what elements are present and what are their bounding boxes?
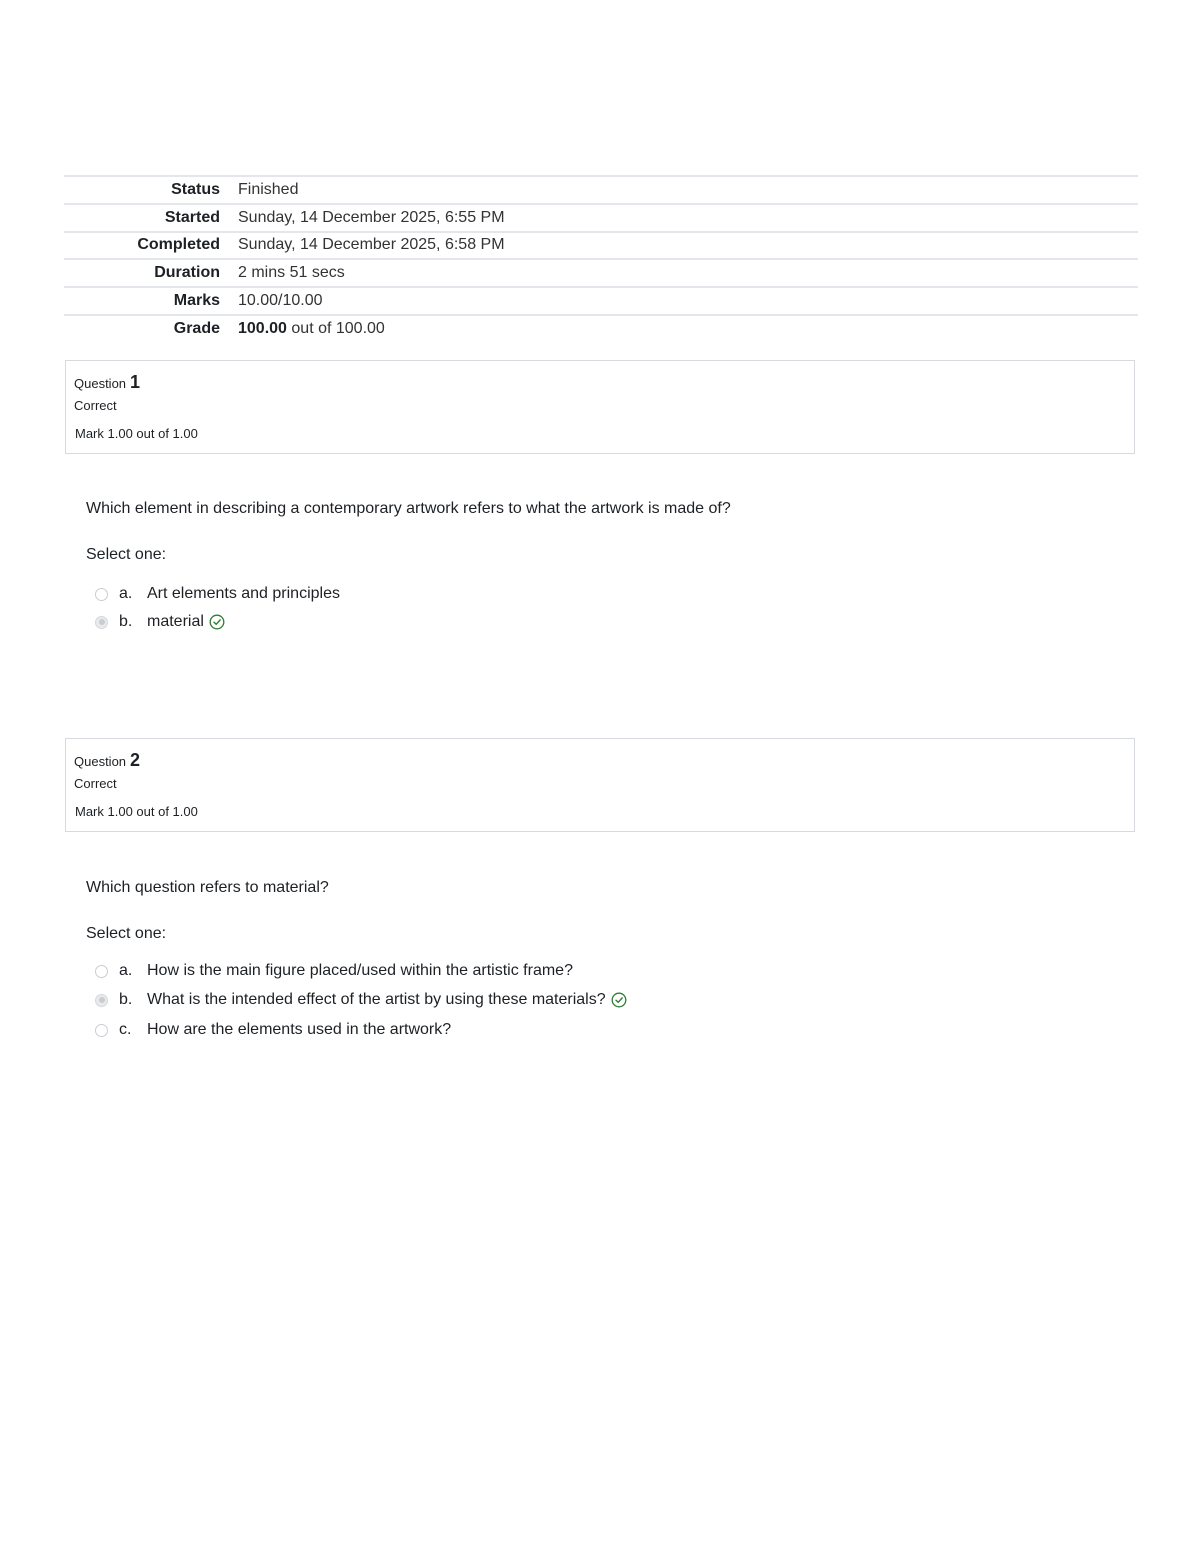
summary-row-grade bbox=[64, 314, 1138, 342]
answer-option-2a[interactable] bbox=[95, 960, 573, 982]
summary-value: Sunday, 14 December 2025, 6:55 PM bbox=[238, 208, 505, 226]
radio-button-selected[interactable] bbox=[95, 994, 108, 1007]
question-number-value: 1 bbox=[130, 372, 141, 392]
question-grade: Mark 1.00 out of 1.00 bbox=[75, 426, 198, 441]
check-circle-icon bbox=[611, 992, 627, 1008]
summary-value: 2 mins 51 secs bbox=[238, 264, 345, 282]
summary-row-started bbox=[64, 203, 1138, 231]
answer-letter: c. bbox=[119, 1021, 132, 1038]
answer-text: How is the main figure placed/used within the artistic frame? bbox=[147, 962, 573, 979]
question-number bbox=[74, 370, 1126, 396]
answer-letter: b. bbox=[119, 991, 133, 1008]
answer-option-1b[interactable] bbox=[95, 611, 225, 633]
summary-value: 10.00/10.00 bbox=[238, 292, 323, 310]
radio-button[interactable] bbox=[95, 588, 108, 601]
question-info-1 bbox=[65, 360, 1135, 454]
question-info-2 bbox=[65, 738, 1135, 832]
select-prompt-1: Select one: bbox=[86, 546, 167, 563]
summary-label: Completed bbox=[137, 236, 220, 254]
question-number-value: 2 bbox=[130, 750, 141, 770]
answer-option-2b[interactable] bbox=[95, 989, 627, 1011]
question-state: Correct bbox=[74, 398, 117, 413]
question-label: Question bbox=[74, 376, 127, 391]
answer-text: How are the elements used in the artwork? bbox=[147, 1021, 452, 1038]
summary-row-marks bbox=[64, 286, 1138, 314]
answer-text: What is the intended effect of the artist by using these materials? bbox=[147, 991, 606, 1008]
answer-option-2c[interactable] bbox=[95, 1019, 451, 1041]
summary-row-completed bbox=[64, 231, 1138, 259]
answer-letter: a. bbox=[119, 962, 133, 979]
grade-score: 100.00 bbox=[238, 319, 287, 337]
question-number bbox=[74, 748, 1126, 774]
question-label: Question bbox=[74, 754, 127, 769]
summary-label: Marks bbox=[173, 292, 220, 310]
summary-value: Finished bbox=[238, 180, 299, 198]
answer-option-1a[interactable] bbox=[95, 583, 340, 605]
summary-row-duration bbox=[64, 258, 1138, 286]
summary-label: Status bbox=[171, 180, 220, 198]
summary-label: Started bbox=[164, 208, 220, 226]
answer-text: Art elements and principles bbox=[147, 585, 340, 602]
radio-button-selected[interactable] bbox=[95, 616, 108, 629]
question-grade: Mark 1.00 out of 1.00 bbox=[75, 804, 198, 819]
summary-value bbox=[238, 320, 385, 338]
answer-text: material bbox=[147, 613, 204, 630]
answer-letter: b. bbox=[119, 613, 133, 630]
summary-row-status bbox=[64, 175, 1138, 203]
select-prompt-2: Select one: bbox=[86, 925, 167, 942]
answer-letter: a. bbox=[119, 585, 133, 602]
check-circle-icon bbox=[209, 614, 225, 630]
question-text-2: Which question refers to material? bbox=[86, 879, 329, 896]
attempt-summary bbox=[64, 175, 1138, 342]
radio-button[interactable] bbox=[95, 1024, 108, 1037]
radio-button[interactable] bbox=[95, 965, 108, 978]
grade-out-of: out of 100.00 bbox=[291, 319, 385, 337]
summary-label: Duration bbox=[154, 264, 220, 282]
question-text-1: Which element in describing a contemporary artwork refers to what the artwork is made of? bbox=[86, 500, 731, 517]
question-state: Correct bbox=[74, 776, 117, 791]
summary-value: Sunday, 14 December 2025, 6:58 PM bbox=[238, 236, 505, 254]
summary-label: Grade bbox=[173, 319, 220, 337]
